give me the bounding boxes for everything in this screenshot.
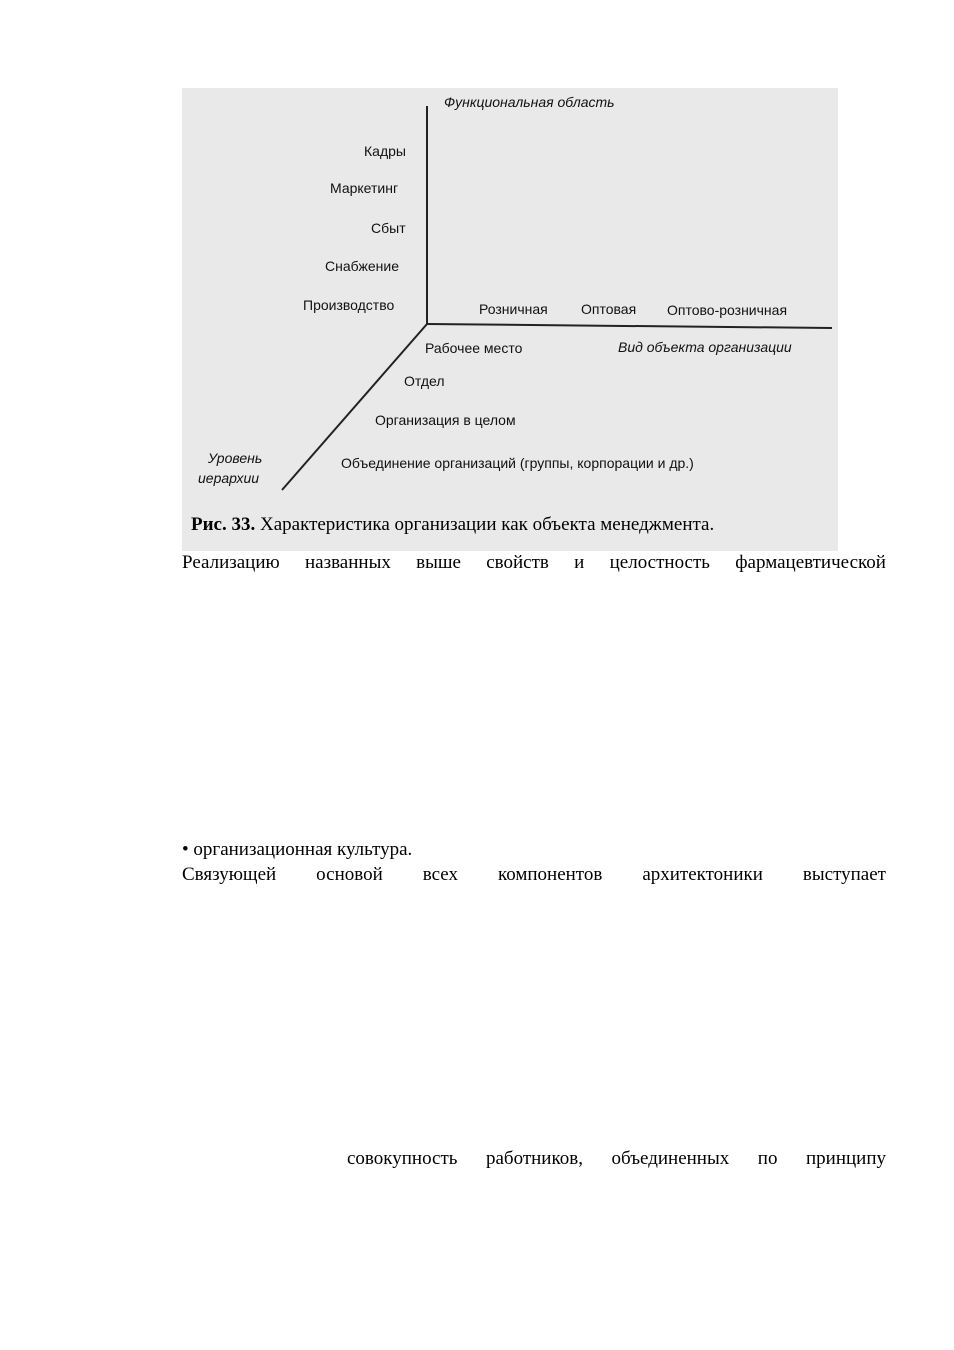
label-sbyt: Сбыт (371, 220, 406, 236)
label-optovo-roznichnaya: Оптово-розничная (667, 302, 788, 318)
word: основой (316, 864, 383, 885)
label-object-type: Вид объекта организации (618, 339, 792, 355)
word: свойств (486, 552, 549, 573)
label-hierarchy-2: иерархии (198, 470, 260, 486)
word: целостность (609, 552, 710, 573)
figure-axes (182, 88, 838, 551)
word: выше (416, 552, 461, 573)
bullet-item: • организационная культура. (182, 839, 413, 860)
word: объединенных (611, 1148, 730, 1169)
word: совокупность (347, 1148, 458, 1169)
word: Связующей (182, 864, 277, 885)
label-functional-area: Функциональная область (444, 94, 615, 110)
label-proizvodstvo: Производство (303, 297, 395, 313)
word: по (757, 1148, 778, 1169)
label-kadry: Кадры (364, 143, 406, 159)
figure-caption (191, 514, 714, 536)
word: названных (304, 552, 391, 573)
word: архитектоники (642, 864, 763, 885)
caption-number: Рис. 33. (191, 514, 256, 535)
word: всех (422, 864, 458, 885)
word: фармацевтической (735, 552, 886, 573)
label-optovaya: Оптовая (581, 301, 637, 317)
figure-image (182, 88, 838, 551)
paragraph-line-1 (182, 552, 886, 574)
horizontal-axis (427, 324, 832, 328)
word: компонентов (497, 864, 603, 885)
paragraph-line-2 (182, 864, 886, 886)
label-rabochee-mesto: Рабочее место (425, 340, 523, 356)
word: принципу (805, 1148, 886, 1169)
word: работников, (485, 1148, 583, 1169)
word: и (574, 552, 585, 573)
label-roznichnaya: Розничная (479, 301, 548, 317)
label-hierarchy-1: Уровень (208, 450, 263, 466)
paragraph-line-3 (347, 1148, 886, 1170)
word: выступает (802, 864, 886, 885)
label-otdel: Отдел (404, 373, 445, 389)
word: Реализацию (182, 552, 280, 573)
label-marketing: Маркетинг (330, 180, 399, 196)
label-snabzhenie: Снабжение (325, 258, 399, 274)
caption-text: Характеристика организации как объекта менеджмента. (255, 514, 715, 535)
label-org-whole: Организация в целом (375, 412, 516, 428)
label-union: Объединение организаций (группы, корпорации и др.) (341, 455, 694, 471)
